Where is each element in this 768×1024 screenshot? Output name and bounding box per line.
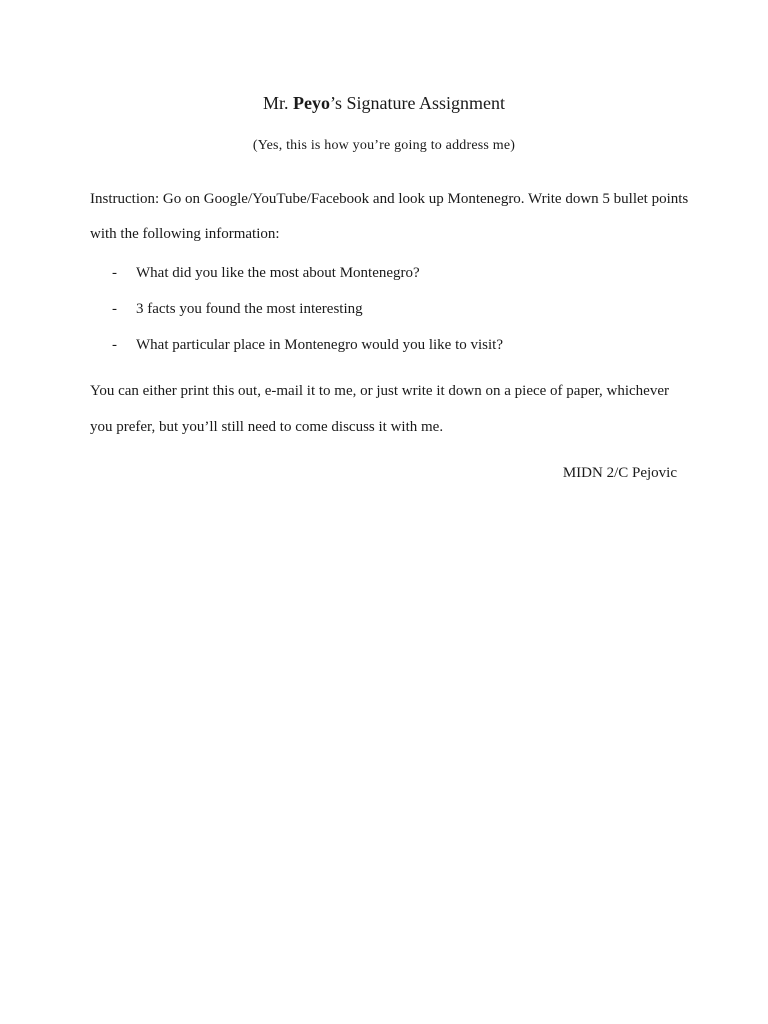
document-subtitle: (Yes, this is how you’re going to address me)	[252, 138, 516, 153]
title-suffix: ’s Signature Assignment	[330, 93, 505, 113]
list-item	[90, 299, 690, 335]
title-bold-name: Peyo	[293, 93, 330, 113]
title-prefix: Mr.	[263, 93, 294, 113]
bullet-text: 3 facts you found the most interesting	[136, 301, 363, 317]
bullet-dash: -	[112, 337, 117, 353]
bullet-dash: -	[112, 301, 117, 317]
bullet-dash: -	[112, 265, 117, 281]
closing-paragraph: You can either print this out, e-mail it to me, or just write it down on a piece of paper, whichever you prefer, but you’ll still need to come discuss it with me.	[90, 383, 669, 435]
list-item	[90, 335, 690, 371]
document-title	[0, 91, 768, 115]
bullet-list	[90, 263, 690, 371]
bullet-text: What particular place in Montenegro would you like to visit?	[136, 337, 503, 353]
instruction-paragraph: Instruction: Go on Google/YouTube/Facebook and look up Montenegro. Write down 5 bullet points with the following information:	[90, 191, 689, 242]
bullet-text: What did you like the most about Montenegro?	[136, 265, 420, 281]
list-item	[90, 263, 690, 299]
signature-line: MIDN 2/C Pejovic	[562, 465, 677, 481]
